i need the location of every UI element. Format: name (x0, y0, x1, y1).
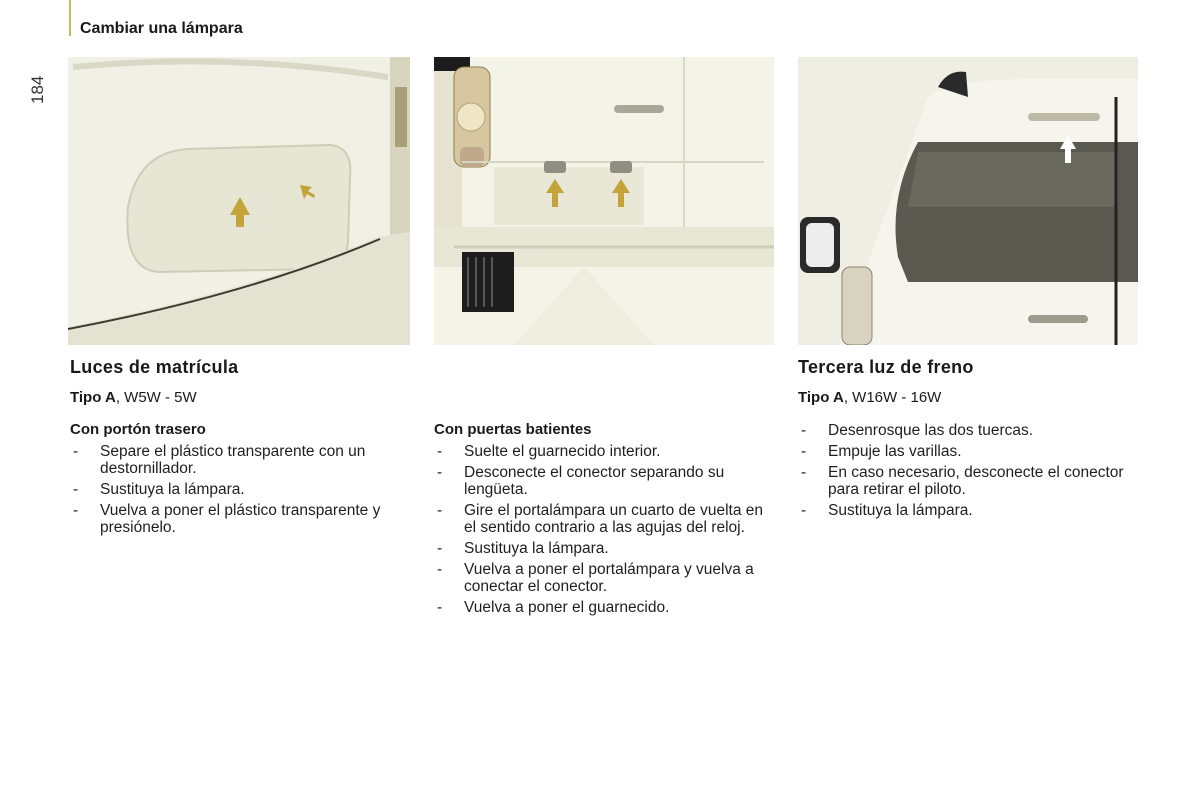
swing-doors-subheading: Con puertas batientes (434, 421, 592, 438)
list-item: - En caso necesario, desconecte el conector para retirar el piloto. (801, 464, 1124, 498)
page-number: 184 (28, 75, 47, 104)
list-item: - Vuelva a poner el guarnecido. (437, 599, 670, 616)
tailgate-subheading: Con portón trasero (70, 421, 206, 438)
license-lights-heading: Luces de matrícula (70, 357, 239, 377)
list-item: - Empuje las varillas. (801, 443, 962, 460)
list-item: - Gire el portalámpara un cuarto de vuelta en el sentido contrario a las agujas del reloj. (437, 502, 763, 536)
list-item: - Desenrosque las dos tuercas. (801, 422, 1034, 439)
third-brake-light-heading: Tercera luz de freno (798, 357, 974, 377)
list-item: - Vuelva a poner el portalámpara y vuelva a conectar el conector. (437, 561, 754, 595)
list-item: - Vuelva a poner el plástico transparente y presiónelo. (73, 502, 381, 536)
type-label: Tipo A (798, 389, 844, 406)
third-brake-light-image (798, 57, 1138, 345)
swing-doors-steps-list (434, 443, 779, 620)
list-item: - Sustituya la lámpara. (801, 502, 973, 519)
page-title: Cambiar una lámpara (80, 20, 243, 37)
header-accent-rule (69, 0, 71, 36)
list-item: - Suelte el guarnecido interior. (437, 443, 661, 460)
list-item: - Sustituya la lámpara. (437, 540, 609, 557)
type-value: , W16W - 16W (843, 389, 942, 406)
swing-doors-license-light-image (434, 57, 774, 345)
license-lights-type (70, 389, 197, 406)
list-item: - Separe el plástico transparente con un destornillador. (73, 443, 366, 477)
type-label: Tipo A (70, 389, 116, 406)
tailgate-license-light-image (68, 57, 410, 345)
type-value: , W5W - 5W (115, 389, 197, 406)
tailgate-steps-list (70, 443, 415, 540)
list-item: - Sustituya la lámpara. (73, 481, 245, 498)
third-brake-light-type (798, 389, 941, 406)
brake-light-steps-list (798, 422, 1143, 523)
list-item: - Desconecte el conector separando su lengüeta. (437, 464, 725, 498)
